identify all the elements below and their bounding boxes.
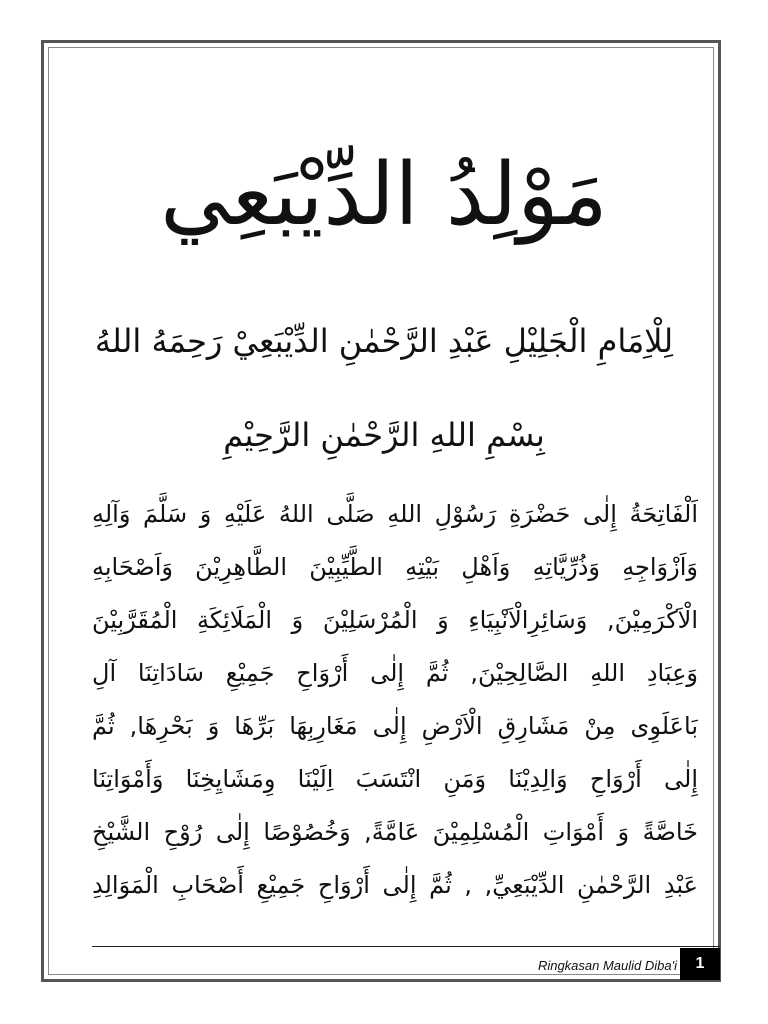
body-paragraph (92, 488, 698, 912)
page-number-badge: 1 (680, 948, 720, 980)
body-line: وَعِبَادِ اللهِ الصَّالِحِيْنَ, ثُمَّ إِلٰى أَرْوَاحِ جَمِيْعِ سَادَاتِنَا آلِ (92, 659, 698, 687)
footer-divider (92, 946, 720, 947)
document-title: مَوْلِدُ الدِّيْبَعِي (160, 145, 608, 245)
footer-book-title: Ringkasan Maulid Diba'i (537, 958, 677, 973)
body-line: وَاَزْوَاجِهِ وَذُرِّيَّاتِهِ وَاَهْلِ بَيْتِهِ الطَّيِّبِيْنَ الطَّاهِرِيْنَ وَاَصْحَابِهِ (92, 553, 698, 581)
body-line: إِلٰى أَرْوَاحِ وَالِدِيْنَا وَمَنِ انْتَسَبَ اِلَيْنَا وِمَشَايِخِنَا وَأَمْوَاتِنَا (92, 765, 698, 793)
document-subtitle: لِلْاِمَامِ الْجَلِيْلِ عَبْدِ الرَّحْمٰنِ الدِّيْبَعِيْ رَحِمَهُ اللهُ (94, 322, 674, 360)
body-line: خَاصَّةً وَ أَمْوَاتِ الْمُسْلِمِيْنَ عَامَّةً, وَخُصُوْصًا إِلٰى رُوْحِ الشَّيْخِ (92, 818, 698, 846)
body-line: بَاعَلَوِى مِنْ مَشَارِقِ الْاَرْضِ إِلٰى مَغَارِبِهَا بَرِّهَا وَ بَحْرِهَا, ثُمَّ (92, 712, 698, 740)
body-line: عَبْدِ الرَّحْمٰنِ الدِّيْبَعِيِّ, , ثُمَّ إِلٰى أَرْوَاحِ جَمِيْعِ أَصْحَابِ الْمَوَالِدِ (92, 871, 698, 899)
basmala-heading: بِسْمِ اللهِ الرَّحْمٰنِ الرَّحِيْمِ (223, 416, 545, 454)
body-line: اَلْفَاتِحَةُ إِلٰى حَضْرَةِ رَسُوْلِ اللهِ صَلَّى اللهُ عَلَيْهِ وَ سَلَّمَ وَآلِهِ (92, 500, 698, 528)
body-line: الْاَكْرَمِيْنَ, وَسَائِرِالْاَنْبِيَاءِ وَ الْمُرْسَلِيْنَ وَ الْمَلَائِكَةِ الْمُقَرَّبِيْنَ (92, 606, 698, 634)
